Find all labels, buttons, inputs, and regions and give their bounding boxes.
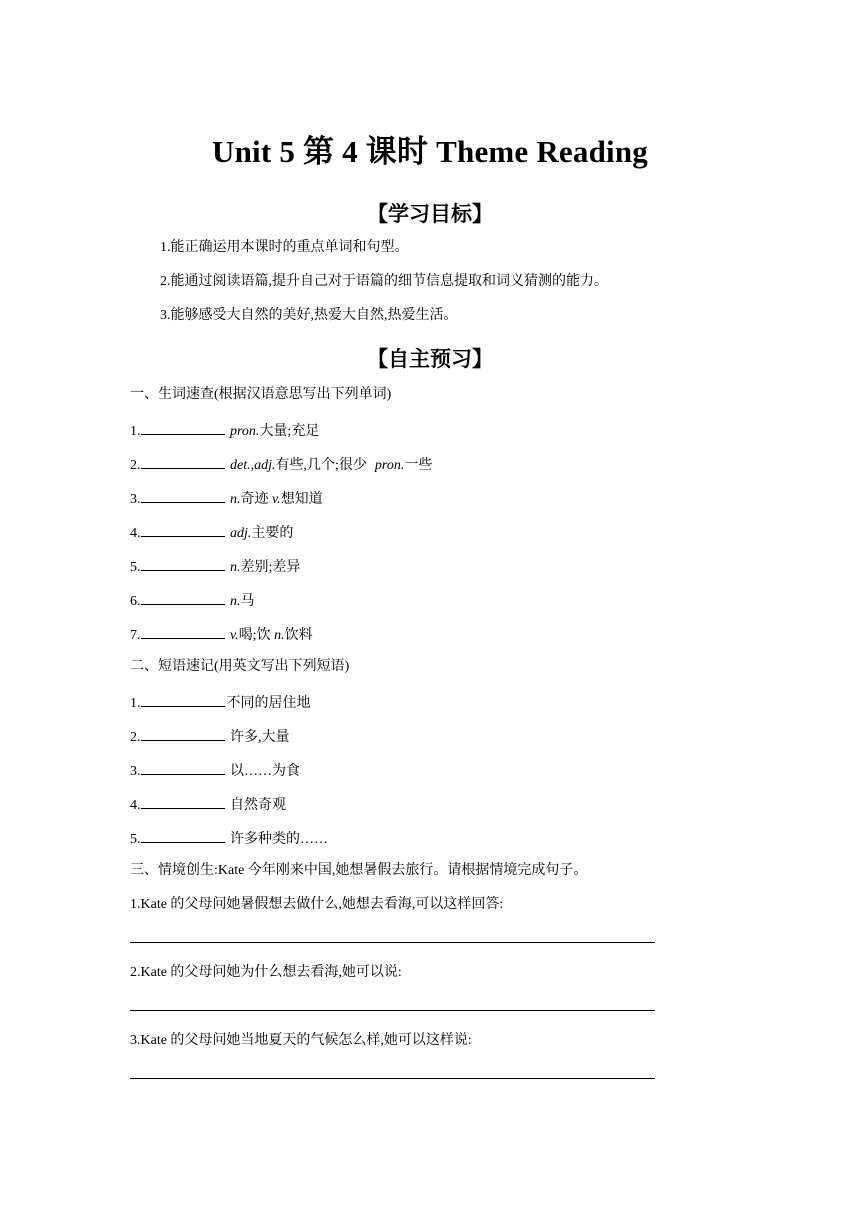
phrase-meaning: 以……为食 bbox=[230, 764, 300, 779]
answer-blank[interactable] bbox=[141, 624, 225, 639]
vocab-item bbox=[130, 556, 300, 577]
phrase-meaning: 自然奇观 bbox=[230, 798, 286, 813]
answer-blank[interactable] bbox=[141, 794, 225, 809]
vocab-item bbox=[130, 454, 432, 475]
vocab-item bbox=[130, 522, 293, 543]
phrase-item bbox=[130, 726, 290, 747]
answer-line[interactable] bbox=[130, 942, 655, 943]
answer-line[interactable] bbox=[130, 1010, 655, 1011]
situation-prompt: 1.Kate 的父母问她暑假想去做什么,她想去看海,可以这样回答: bbox=[130, 897, 504, 912]
definition: 有些,几个;很少 bbox=[275, 458, 367, 473]
answer-blank[interactable] bbox=[141, 556, 225, 571]
item-number: 1. bbox=[130, 696, 141, 711]
answer-blank[interactable] bbox=[141, 590, 225, 605]
item-number: 4. bbox=[130, 798, 141, 813]
item-number: 2. bbox=[130, 730, 141, 745]
item-number: 7. bbox=[130, 628, 141, 643]
part1-heading: 一、生词速查(根据汉语意思写出下列单词) bbox=[130, 387, 392, 402]
part2-heading: 二、短语速记(用英文写出下列短语) bbox=[130, 659, 350, 674]
answer-blank[interactable] bbox=[141, 760, 225, 775]
vocab-item bbox=[130, 624, 313, 645]
phrase-meaning: 许多种类的…… bbox=[230, 832, 328, 847]
definition: 奇迹 bbox=[240, 492, 269, 507]
part-of-speech: n. bbox=[230, 492, 241, 507]
phrase-item bbox=[130, 828, 328, 849]
phrase-meaning: 许多,大量 bbox=[230, 730, 290, 745]
definition: 一些 bbox=[404, 458, 433, 473]
answer-blank[interactable] bbox=[141, 726, 225, 741]
preview-heading: 【自主预习】 bbox=[367, 347, 493, 371]
goals-heading: 【学习目标】 bbox=[367, 202, 493, 226]
vocab-item bbox=[130, 420, 319, 441]
answer-blank[interactable] bbox=[141, 420, 225, 435]
item-number: 4. bbox=[130, 526, 141, 541]
vocab-item bbox=[130, 488, 323, 509]
phrase-item bbox=[130, 692, 311, 713]
answer-blank[interactable] bbox=[141, 454, 225, 469]
phrase-item bbox=[130, 760, 300, 781]
part-of-speech: v. bbox=[230, 628, 239, 643]
part-of-speech: adj. bbox=[230, 526, 252, 541]
phrase-meaning: 不同的居住地 bbox=[226, 696, 311, 711]
vocab-item bbox=[130, 590, 255, 611]
situation-prompt: 3.Kate 的父母问她当地夏天的气候怎么样,她可以这样说: bbox=[130, 1033, 472, 1048]
answer-line[interactable] bbox=[130, 1078, 655, 1079]
item-number: 6. bbox=[130, 594, 141, 609]
goal-item: 1.能正确运用本课时的重点单词和句型。 bbox=[160, 240, 409, 255]
part-of-speech: pron. bbox=[230, 424, 260, 439]
situation-prompt: 2.Kate 的父母问她为什么想去看海,她可以说: bbox=[130, 965, 402, 980]
definition: 差别;差异 bbox=[240, 560, 301, 575]
part3-heading: 三、情境创生:Kate 今年刚来中国,她想暑假去旅行。请根据情境完成句子。 bbox=[130, 863, 588, 878]
answer-blank[interactable] bbox=[141, 522, 225, 537]
definition: 大量;充足 bbox=[259, 424, 320, 439]
item-number: 3. bbox=[130, 492, 141, 507]
definition: 喝;饮 bbox=[238, 628, 271, 643]
item-number: 5. bbox=[130, 832, 141, 847]
part-of-speech: det.,adj. bbox=[230, 458, 276, 473]
phrase-item bbox=[130, 794, 286, 815]
item-number: 2. bbox=[130, 458, 141, 473]
part-of-speech: n. bbox=[230, 560, 241, 575]
goal-item: 3.能够感受大自然的美好,热爱大自然,热爱生活。 bbox=[160, 308, 458, 323]
answer-blank[interactable] bbox=[141, 828, 225, 843]
goal-item: 2.能通过阅读语篇,提升自己对于语篇的细节信息提取和词义猜测的能力。 bbox=[160, 274, 608, 289]
answer-blank[interactable] bbox=[141, 692, 225, 707]
part-of-speech: n. bbox=[230, 594, 241, 609]
page-title: Unit 5 第 4 课时 Theme Reading bbox=[212, 134, 648, 169]
item-number: 1. bbox=[130, 424, 141, 439]
definition: 主要的 bbox=[251, 526, 294, 541]
item-number: 3. bbox=[130, 764, 141, 779]
item-number: 5. bbox=[130, 560, 141, 575]
part-of-speech: v. bbox=[272, 492, 281, 507]
part-of-speech: n. bbox=[274, 628, 285, 643]
definition: 马 bbox=[240, 594, 255, 609]
definition: 饮料 bbox=[284, 628, 313, 643]
definition: 想知道 bbox=[280, 492, 323, 507]
part-of-speech: pron. bbox=[374, 458, 405, 473]
answer-blank[interactable] bbox=[141, 488, 225, 503]
